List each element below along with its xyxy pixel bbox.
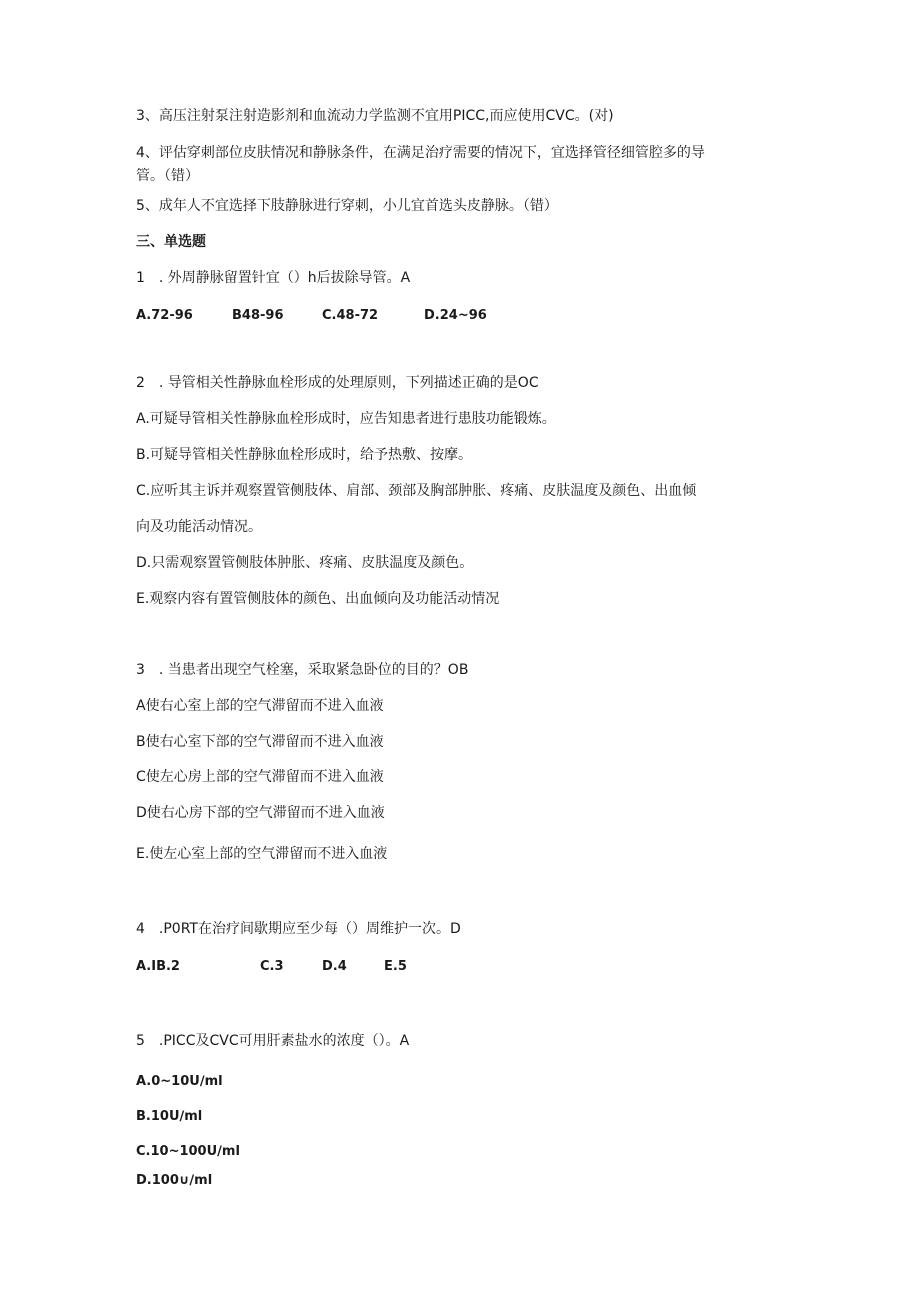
question-2-stem: 2 . 导管相关性静脉血栓形成的处理原则，下列描述正确的是OC (136, 375, 539, 391)
question-3-stem: 3 . 当患者出现空气栓塞，采取紧急卧位的目的？OB (136, 662, 469, 678)
q5-option-d: D.100∪∕ml (136, 1173, 213, 1188)
q4-option-ab: A.IB.2 (136, 959, 180, 974)
q2-option-e: E.观察内容有置管侧肢体的颜色、出血倾向及功能活动情况 (136, 591, 500, 607)
question-4-options (136, 957, 536, 977)
question-5-stem: 5 .PICC及CVC可用肝素盐水的浓度（）。A (136, 1033, 410, 1049)
q4-option-c: C.3 (260, 959, 284, 974)
tf-item-4: 4、评估穿刺部位皮肤情况和静脉条件，在满足治疗需要的情况下，宜选择管径细管腔多的导 (136, 145, 705, 161)
q3-option-c: C使左心房上部的空气滞留而不进入血液 (136, 769, 384, 785)
section-title: 三、单选题 (136, 234, 206, 250)
q5-option-a: A.0~10U∕ml (136, 1074, 223, 1089)
tf-item-4-cont: 管。（错） (136, 168, 199, 184)
q2-option-a: A.可疑导管相关性静脉血栓形成时，应告知患者进行患肢功能锻炼。 (136, 411, 556, 427)
q2-option-c: C.应听其主诉并观察置管侧肢体、肩部、颈部及胸部肿胀、疼痛、皮肤温度及颜色、出血倾 (136, 483, 697, 499)
q3-option-d: D使右心房下部的空气滞留而不进入血液 (136, 805, 385, 821)
q3-option-a: A使右心室上部的空气滞留而不进入血液 (136, 698, 384, 714)
q3-option-e: E.使左心室上部的空气滞留而不进入血液 (136, 846, 388, 862)
tf-item-3: 3、高压注射泵注射造影剂和血流动力学监测不宜用PICC,而应使用CVC。(对) (136, 108, 614, 124)
q1-option-b: B48-96 (232, 308, 284, 323)
q2-option-d: D.只需观察置管侧肢体肿胀、疼痛、皮肤温度及颜色。 (136, 555, 474, 571)
tf-item-5: 5、成年人不宜选择下肢静脉进行穿刺，小儿宜首选头皮静脉。（错） (136, 198, 558, 214)
q5-option-b: B.10U∕ml (136, 1109, 203, 1124)
q2-option-b: B.可疑导管相关性静脉血栓形成时，给予热敷、按摩。 (136, 447, 473, 463)
question-4-stem: 4 .P0RT在治疗间歇期应至少每（）周维护一次。D (136, 921, 461, 937)
question-1-options (136, 306, 536, 326)
q1-option-d: D.24~96 (424, 308, 487, 323)
question-1-stem: 1 . 外周静脉留置针宜（）h后拔除导管。A (136, 270, 411, 286)
q4-option-e: E.5 (384, 959, 407, 974)
q5-option-c: C.10~100U∕ml (136, 1144, 240, 1159)
q1-option-c: C.48-72 (322, 308, 379, 323)
q3-option-b: B使右心室下部的空气滞留而不进入血液 (136, 734, 384, 750)
q2-option-c-cont: 向及功能活动情况。 (136, 519, 262, 535)
q1-option-a: A.72-96 (136, 308, 193, 323)
q4-option-d: D.4 (322, 959, 347, 974)
